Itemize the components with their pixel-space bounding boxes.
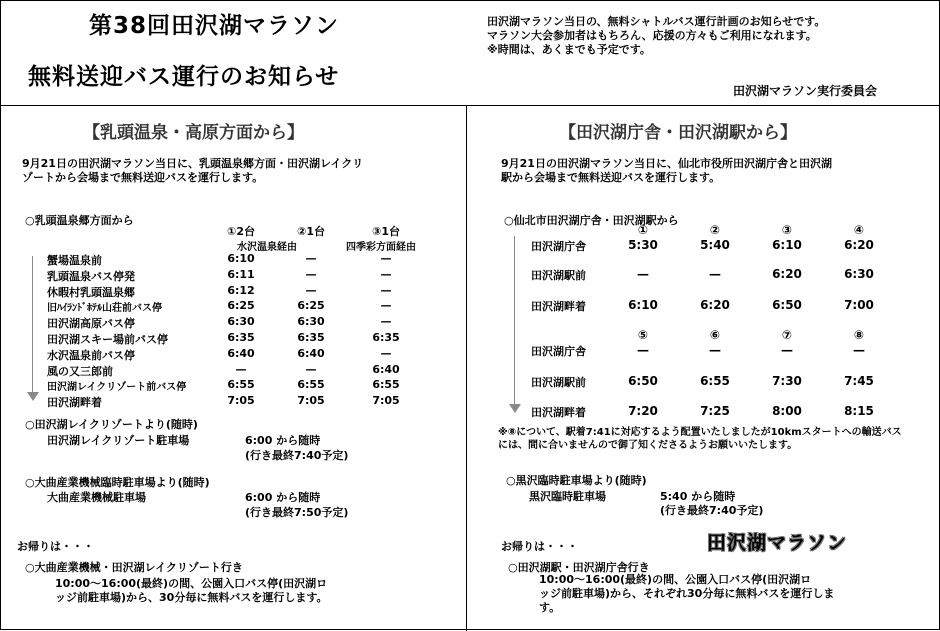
stop-name: 田沢湖庁舎 [531,345,586,358]
departure-time: 6:50 [772,298,802,312]
return-line: ッジ前駐車場)から、それぞれ30分毎に無料バスを運行しま [539,587,835,600]
notice-line: マラソン大会参加者はもちろん、応援の方々もご利用になれます。 [487,29,817,42]
bus-number: ⑦ [781,328,793,342]
stop-name: 蟹場温泉前 [47,254,102,267]
departure-time: 7:00 [844,298,874,312]
lake-resort-title: ○田沢湖レイクリゾートより(随時) [25,418,198,431]
departure-time: 6:20 [844,238,874,252]
departure-time: — [637,343,649,357]
departure-time: — [305,252,317,265]
departure-time: 6:30 [227,315,255,329]
stop-name: 田沢湖レイクリゾート前バス停 [47,382,187,394]
departure-time: — [380,252,392,265]
kurosawa-time: 5:40 から随時 [660,490,736,503]
intro-line: 9月21日の田沢湖マラソン当日に、乳頭温泉郷方面・田沢湖レイクリ [22,157,364,170]
departure-time: — [781,343,793,357]
departure-time: 6:20 [772,267,802,281]
bus-number: ① [637,223,649,237]
stop-name: 休暇村乳頭温泉郷 [47,285,135,299]
departure-time: 6:40 [372,362,400,376]
departure-time: 6:25 [227,299,255,313]
organizer: 田沢湖マラソン実行委員会 [733,84,878,98]
lake-resort-last: (行き最終7:40予定) [245,449,349,462]
departure-time: 7:30 [772,374,802,388]
return-line: す。 [539,601,561,614]
departure-time: 6:50 [628,374,658,388]
kurosawa-place: 黒沢臨時駐車場 [529,490,606,503]
departure-time: 8:15 [844,404,874,418]
right-return-text [539,573,834,615]
departure-time: 6:40 [297,346,325,360]
omagari-place: 大曲産業機械駐車場 [47,491,146,504]
departure-time: — [380,283,392,297]
departure-time: — [380,346,392,360]
right-return-title: お帰りは・・・ [501,540,578,553]
departure-time: — [305,283,317,297]
departure-time: — [853,343,865,357]
departure-time: 6:55 [372,378,400,392]
header-divider [1,105,939,106]
left-intro [22,157,363,185]
notice-line: 田沢湖マラソン当日の、無料シャトルバス運行計画のお知らせです。 [487,15,826,28]
kurosawa-title: ○黒沢臨時駐車場より(随時) [506,474,647,487]
departure-time: 7:20 [628,404,658,418]
bus-col-3: ③1台 [372,225,400,238]
left-section-title: 【乳頭温泉・高原方面から】 [83,123,304,143]
page-title: 第38回田沢湖マラソン [89,13,340,39]
departure-time: — [709,343,721,357]
departure-time: 8:00 [772,404,802,418]
departure-time: — [305,362,317,376]
via-mizusawa: 水沢温泉経由 [237,242,297,253]
route-arrow-head [509,404,521,413]
left-return-title: お帰りは・・・ [17,540,94,553]
departure-time: 7:05 [372,394,400,408]
column-divider [466,105,467,631]
omagari-last: (行き最終7:50予定) [245,506,349,519]
omagari-title: ○大曲産業機械臨時駐車場より(随時) [25,476,210,489]
right-route-title: ○仙北市田沢湖庁舎・田沢湖駅から [504,214,679,227]
bus-number: ⑤ [637,328,649,342]
stop-name: 田沢湖畔着 [47,396,102,410]
departure-time: 6:30 [844,267,874,281]
right-intro [501,157,832,185]
bus-number: ④ [853,223,865,237]
intro-line: 駅から会場まで無料送迎バスを運行します。 [501,171,721,184]
bus-col-2: ②1台 [297,225,325,238]
left-return-text [55,577,327,605]
departure-time: 5:30 [628,238,658,252]
stop-name: 水沢温泉前バス停 [47,348,135,362]
stop-name: 旧ﾊｲﾗﾝﾄﾞﾎﾃﾙ山荘前バス停 [47,303,162,315]
departure-time: 6:30 [297,315,325,329]
intro-line: 9月21日の田沢湖マラソン当日に、仙北市役所田沢湖庁舎と田沢湖 [501,157,832,170]
right-return-route: ○田沢湖駅・田沢湖庁舎行き [508,561,650,574]
right-note [498,426,902,452]
bus-number: ③ [781,223,793,237]
route-arrow [32,256,33,394]
departure-time: 6:35 [297,331,325,344]
departure-time: — [305,267,317,281]
departure-time: 6:35 [372,331,400,344]
departure-time: 7:25 [700,404,730,418]
stop-name: 田沢湖高原バス停 [47,317,135,331]
stop-name: 乳頭温泉バス停発 [47,269,135,283]
stop-name: 田沢湖庁舎 [531,240,586,253]
stop-name: 田沢湖畔着 [531,300,586,313]
header-notice [487,15,825,57]
omagari-time: 6:00 から随時 [245,491,321,504]
departure-time: 7:05 [297,394,325,408]
departure-time: — [380,299,392,313]
page-subtitle: 無料送迎バス運行のお知らせ [28,64,340,90]
departure-time: 6:40 [227,346,255,360]
bus-number: ⑧ [853,328,865,342]
kurosawa-last: (行き最終7:40予定) [660,504,764,517]
right-section-title: 【田沢湖庁舎・田沢湖駅から】 [559,123,797,143]
departure-time: 5:40 [700,238,730,252]
return-line: 10:00～16:00(最終)の間、公園入口バス停(田沢湖ロ [539,573,812,586]
departure-time: 6:11 [227,267,255,281]
bus-col-1: ①2台 [227,225,255,238]
departure-time: 6:55 [227,378,255,392]
note-line: には、間に合いませんので御了知くださるようお願いいたします。 [498,440,798,451]
route-arrow [514,236,515,406]
departure-time: — [637,267,649,281]
stop-name: 田沢湖畔着 [531,406,586,419]
departure-time: 6:55 [297,378,325,392]
departure-time: 6:10 [227,252,255,265]
lake-resort-time: 6:00 から随時 [245,434,321,447]
stop-name: 田沢湖駅前 [531,269,586,282]
via-shikisai: 四季彩方面経由 [346,242,416,253]
intro-line: ゾートから会場まで無料送迎バスを運行します。 [22,171,264,184]
marathon-logo: 田沢湖マラソン [707,532,848,554]
lake-resort-place: 田沢湖レイクリゾート駐車場 [47,434,190,447]
return-line: 10:00～16:00(最終)の間、公園入口バス停(田沢湖ロ [55,577,328,590]
departure-time: 6:25 [297,299,325,313]
departure-time: 7:05 [227,394,255,408]
left-route-title: ○乳頭温泉郷方面から [25,214,134,227]
departure-time: — [380,267,392,281]
departure-time: 7:45 [844,374,874,388]
note-line: ※⑧について、駅着7:41に対応するよう配置いたしましたが10kmスタートへの輸送バス [498,427,902,438]
departure-time: 6:12 [227,283,255,297]
departure-time: 6:10 [628,298,658,312]
stop-name: 田沢湖スキー場前バス停 [47,333,168,346]
departure-time: 6:35 [227,331,255,344]
stop-name: 風の又三郎前 [47,364,113,378]
bus-number: ⑥ [709,328,721,342]
departure-time: 6:10 [772,238,802,252]
departure-time: — [709,267,721,281]
route-arrow-head [27,392,39,401]
departure-time: — [235,362,247,376]
departure-time: 6:55 [700,374,730,388]
notice-line: ※時間は、あくまでも予定です。 [487,43,651,56]
departure-time: 6:20 [700,298,730,312]
left-return-route: ○大曲産業機械・田沢湖レイクリゾート行き [25,561,243,574]
return-line: ッジ前駐車場)から、30分毎に無料バスを運行します。 [55,591,328,604]
bus-number: ② [709,223,721,237]
stop-name: 田沢湖駅前 [531,376,586,389]
departure-time: — [380,315,392,329]
